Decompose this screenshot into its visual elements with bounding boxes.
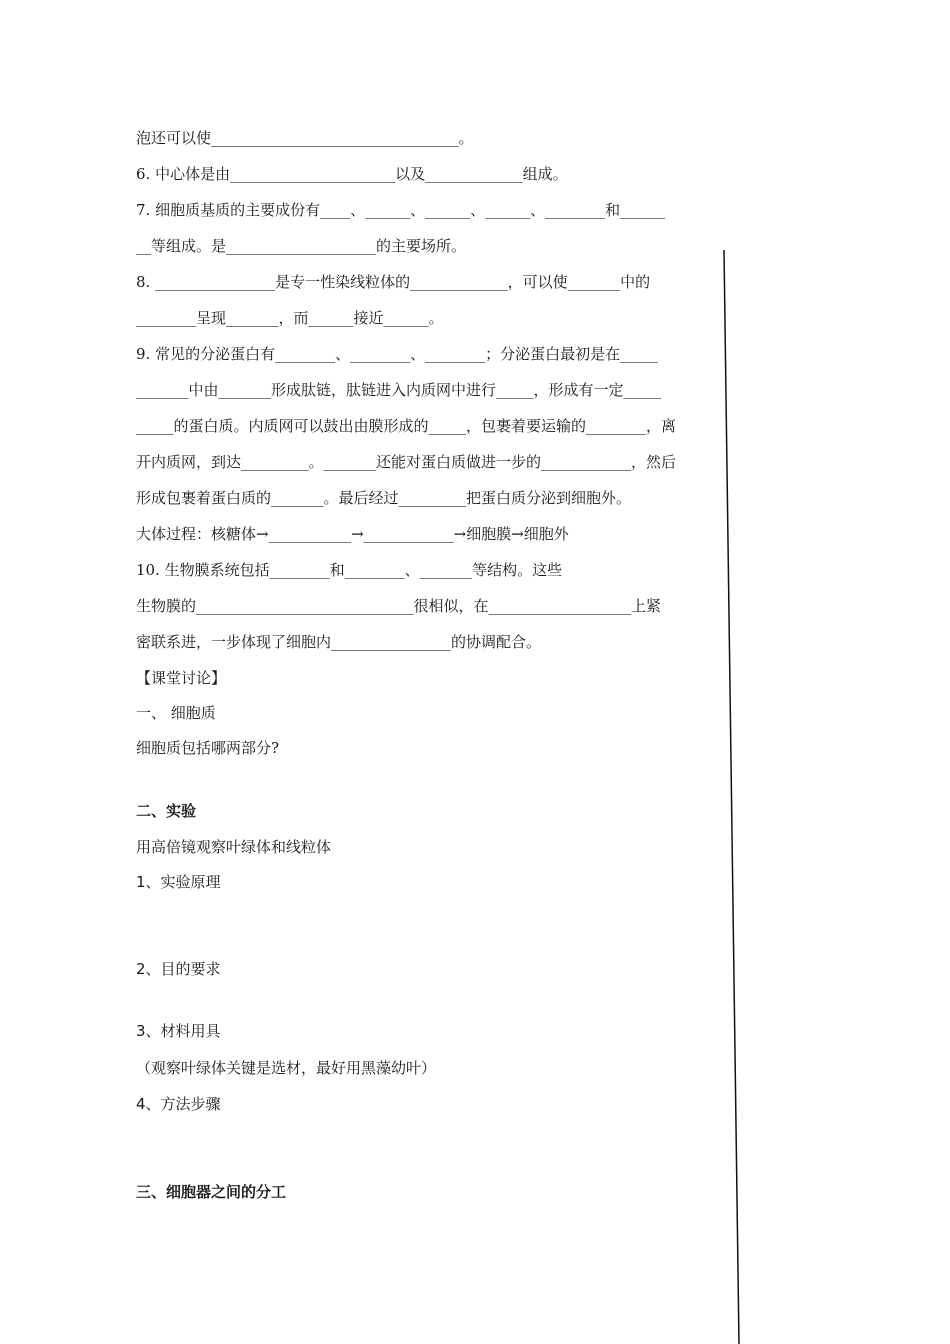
question-9-cont: _____的蛋白质。内质网可以鼓出由膜形成的_____，包裹着要运输的________，离: [136, 417, 677, 435]
question-8: 8. ________________是专一性染线粒体的_____________，可以使_______中的: [136, 273, 651, 291]
discussion-question: 细胞质包括哪两部分?: [136, 739, 280, 757]
text-line: 泡还可以使_________________________________。: [136, 129, 474, 147]
experiment-title: 用高倍镜观察叶绿体和线粒体: [136, 838, 332, 856]
section-heading: 二、实验: [136, 802, 197, 820]
section-heading: 【课堂讨论】: [136, 669, 227, 687]
experiment-item: 2、目的要求: [136, 960, 221, 978]
question-9-cont: 形成包裹着蛋白质的_______。最后经过_________把蛋白质分泌到细胞外。: [136, 489, 632, 507]
experiment-item: 1、实验原理: [136, 873, 221, 891]
experiment-item: 3、材料用具: [136, 1022, 221, 1040]
section-heading: 三、细胞器之间的分工: [136, 1183, 287, 1201]
question-8-cont: ________呈现_______，而______接近______。: [136, 309, 444, 327]
question-10: 10. 生物膜系统包括________和________、_______等结构。这些: [136, 561, 563, 579]
question-9-cont: 开内质网，到达_________。_______还能对蛋白质做进一步的____________，然后: [136, 453, 677, 471]
question-10-cont: 生物膜的_____________________________很相似，在___________________上紧: [136, 597, 662, 615]
question-7: 7. 细胞质基质的主要成份有____、______、______、______、________和______: [136, 201, 666, 219]
process-line: 大体过程：核糖体→___________→____________→细胞膜→细胞外: [136, 525, 569, 543]
question-10-cont: 密联系进，一步体现了细胞内________________的协调配合。: [136, 633, 542, 651]
question-6: 6. 中心体是由______________________以及_____________组成。: [136, 165, 568, 183]
question-9: 9. 常见的分泌蛋白有________、________、________；分泌蛋白最初是在_____: [136, 345, 658, 363]
experiment-note: （观察叶绿体关键是选材，最好用黑藻幼叶）: [136, 1059, 437, 1077]
experiment-item: 4、方法步骤: [136, 1095, 221, 1113]
question-7-cont: __等组成。是____________________的主要场所。: [136, 237, 467, 255]
question-9-cont: _______中由_______形成肽链，肽链进入内质网中进行_____，形成有一定_____: [136, 381, 662, 399]
subsection-heading: 一、 细胞质: [136, 704, 216, 722]
